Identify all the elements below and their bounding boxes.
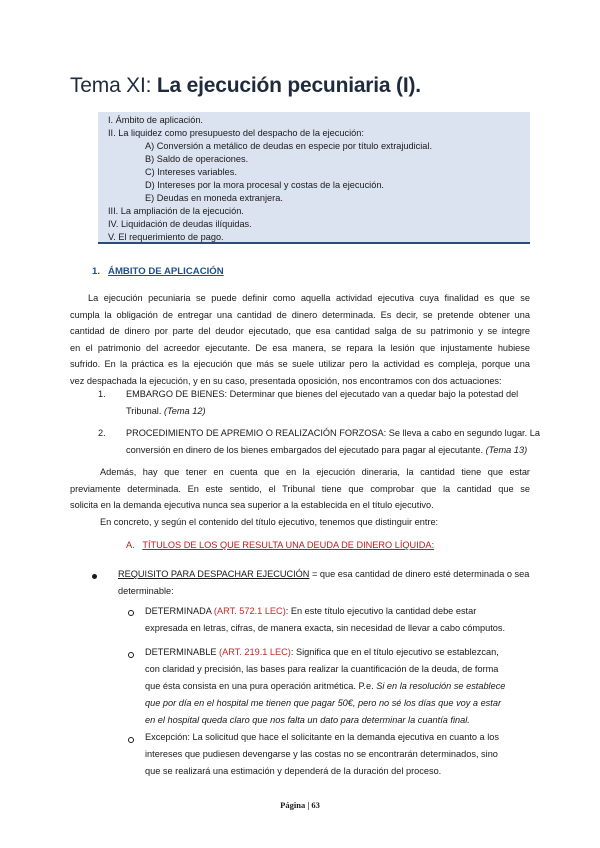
toc-item: D) Intereses por la mora procesal y costas de la ejecución. (145, 180, 384, 190)
toc-item: III. La ampliación de la ejecución. (108, 206, 244, 216)
item-line: conversión en dinero de los bienes embargados del ejecutado para pagar al ejecutante. (126, 444, 484, 455)
term-line: con claridad y precisión, las bases para realizar la cuantificación de la deuda, de forma (145, 664, 499, 674)
paragraph-line: previamente determinada. En este sentido, el Tribunal tiene que comprobar que la cantidad que se (70, 483, 530, 494)
paragraph-line: Además, hay que tener en cuenta que en la ejecución dineraria, la cantidad tiene que estar (100, 467, 530, 477)
bullet-circle (128, 737, 134, 743)
toc-item: V. El requerimiento de pago. (108, 232, 224, 242)
subsection-title: TÍTULOS DE LOS QUE RESULTA UNA DEUDA DE DINERO LÍQUIDA: (142, 540, 435, 550)
paragraph-line: cumpla la obligación de entregar una cantidad de dinero determinada. Es decir, se pretende obtener una (70, 309, 530, 320)
excepcion-line: Excepción: La solicitud que hace el solicitante en la demanda ejecutiva en cuanto a los (145, 732, 499, 742)
numbered-item-embargo (98, 386, 530, 419)
subsection-heading (126, 540, 434, 550)
bullet-determinable (145, 644, 530, 729)
term-text: : Significa que en el título ejecutivo se establezcan, (290, 647, 499, 657)
toc-item: II. La liquidez como presupuesto del despacho de la ejecución: (108, 128, 364, 138)
example-text: Si en la resolución se establece (376, 681, 506, 691)
paragraph-line: sufrido. En la práctica es la ejecución que más se suele utilizar pero la actividad es compleja, porque una (70, 359, 530, 370)
numbered-item-apremio (98, 425, 540, 458)
item-line: EMBARGO DE BIENES: Determinar que bienes del ejecutado van a quedar bajo la potestad del (126, 389, 519, 399)
bullet-circle (128, 652, 134, 658)
paragraph-intro (70, 290, 530, 390)
excepcion-line: que se realizará una estimación y dependerá de la duración del proceso. (145, 766, 442, 776)
paragraph-line: solicita en la demanda ejecutiva nunca sea superior a la establecida en el título ejecutivo. (70, 500, 434, 511)
toc-item: I. Ámbito de aplicación. (108, 115, 203, 125)
example-line: que por día en el hospital me tienen que pagar 50€, pero no sé los días que voy a estar (145, 698, 502, 708)
excepcion-line: intereses que pudiesen devengarse y las costas no se encontrarán determinados, sino (145, 749, 498, 759)
term: DETERMINABLE (145, 647, 220, 657)
item-number: 2. (98, 428, 106, 438)
subsection-mark: A. (126, 540, 135, 550)
item-number: 1. (98, 389, 106, 399)
item-reference: (Tema 12) (163, 405, 206, 416)
paragraph-line: cantidad de dinero por parte del deudor ejecutado, que esa cantidad salga de su patrimonio y se integre (70, 326, 530, 337)
toc-item: B) Saldo de operaciones. (145, 154, 249, 164)
term: DETERMINADA (145, 606, 214, 616)
paragraph-line: vez despachada la ejecución, y en su caso, presentada oposición, nos encontramos con dos actuaciones: (70, 375, 502, 386)
term-text: : En este título ejecutivo la cantidad debe estar (285, 606, 477, 616)
section-number: 1. (92, 266, 101, 277)
paragraph-line: En concreto, y según el contenido del título ejecutivo, tenemos que distinguir entre: (100, 517, 439, 527)
toc-item: A) Conversión a metálico de deudas en especie por título extrajudicial. (145, 141, 433, 151)
section-title: ÁMBITO DE APLICACIÓN (108, 266, 224, 277)
toc-item: E) Deudas en moneda extranjera. (145, 193, 283, 203)
item-reference: (Tema 13) (485, 444, 528, 455)
bullet-excepcion (145, 729, 530, 780)
article-ref: (ART. 219.1 LEC) (219, 647, 291, 657)
paragraph-concreto (100, 514, 530, 531)
article-ref: (ART. 572.1 LEC) (213, 606, 286, 616)
title-prefix: Tema XI: (70, 74, 157, 97)
toc-item: C) Intereses variables. (145, 167, 237, 177)
bullet-requisito (118, 566, 530, 600)
item-line: Tribunal. (126, 405, 162, 416)
term-line: expresada en letras, cifras, de manera exacta, sin necesidad de llevar a cabo cómputos. (145, 623, 506, 633)
page-title (70, 74, 421, 98)
bullet-dot (92, 574, 97, 579)
bullet-circle (128, 610, 134, 616)
example-line: en el hospital queda claro que nos falta un dato para determinar la cuantía final. (145, 715, 470, 725)
paragraph-line: La ejecución pecuniaria se puede definir como aquella actividad ejecutiva cuya finalidad es que se (88, 293, 530, 303)
toc-item: IV. Liquidación de deudas ilíquidas. (108, 219, 252, 229)
item-line: PROCEDIMIENTO DE APREMIO O REALIZACIÓN FORZOSA: Se lleva a cabo en segundo lugar. La (126, 428, 540, 438)
table-of-contents (98, 112, 530, 244)
requisito-label: REQUISITO PARA DESPACHAR EJECUCIÓN (118, 569, 310, 579)
paragraph-ademas (70, 464, 530, 514)
term-line: que ésta consista en una pura operación aritmética. P.e. (145, 681, 377, 691)
paragraph-line: en el patrimonio del acreedor ejecutante. De esa manera, se repara la lesión que injustamente hubiese (70, 342, 530, 353)
page-footer: Página | 63 (280, 800, 320, 810)
bullet-determinada (145, 603, 530, 637)
title-main: La ejecución pecuniaria (I). (156, 74, 421, 97)
requisito-text: = que esa cantidad de dinero esté determinada o sea (309, 569, 530, 579)
section-heading (92, 266, 224, 277)
requisito-line: determinable: (118, 586, 174, 596)
